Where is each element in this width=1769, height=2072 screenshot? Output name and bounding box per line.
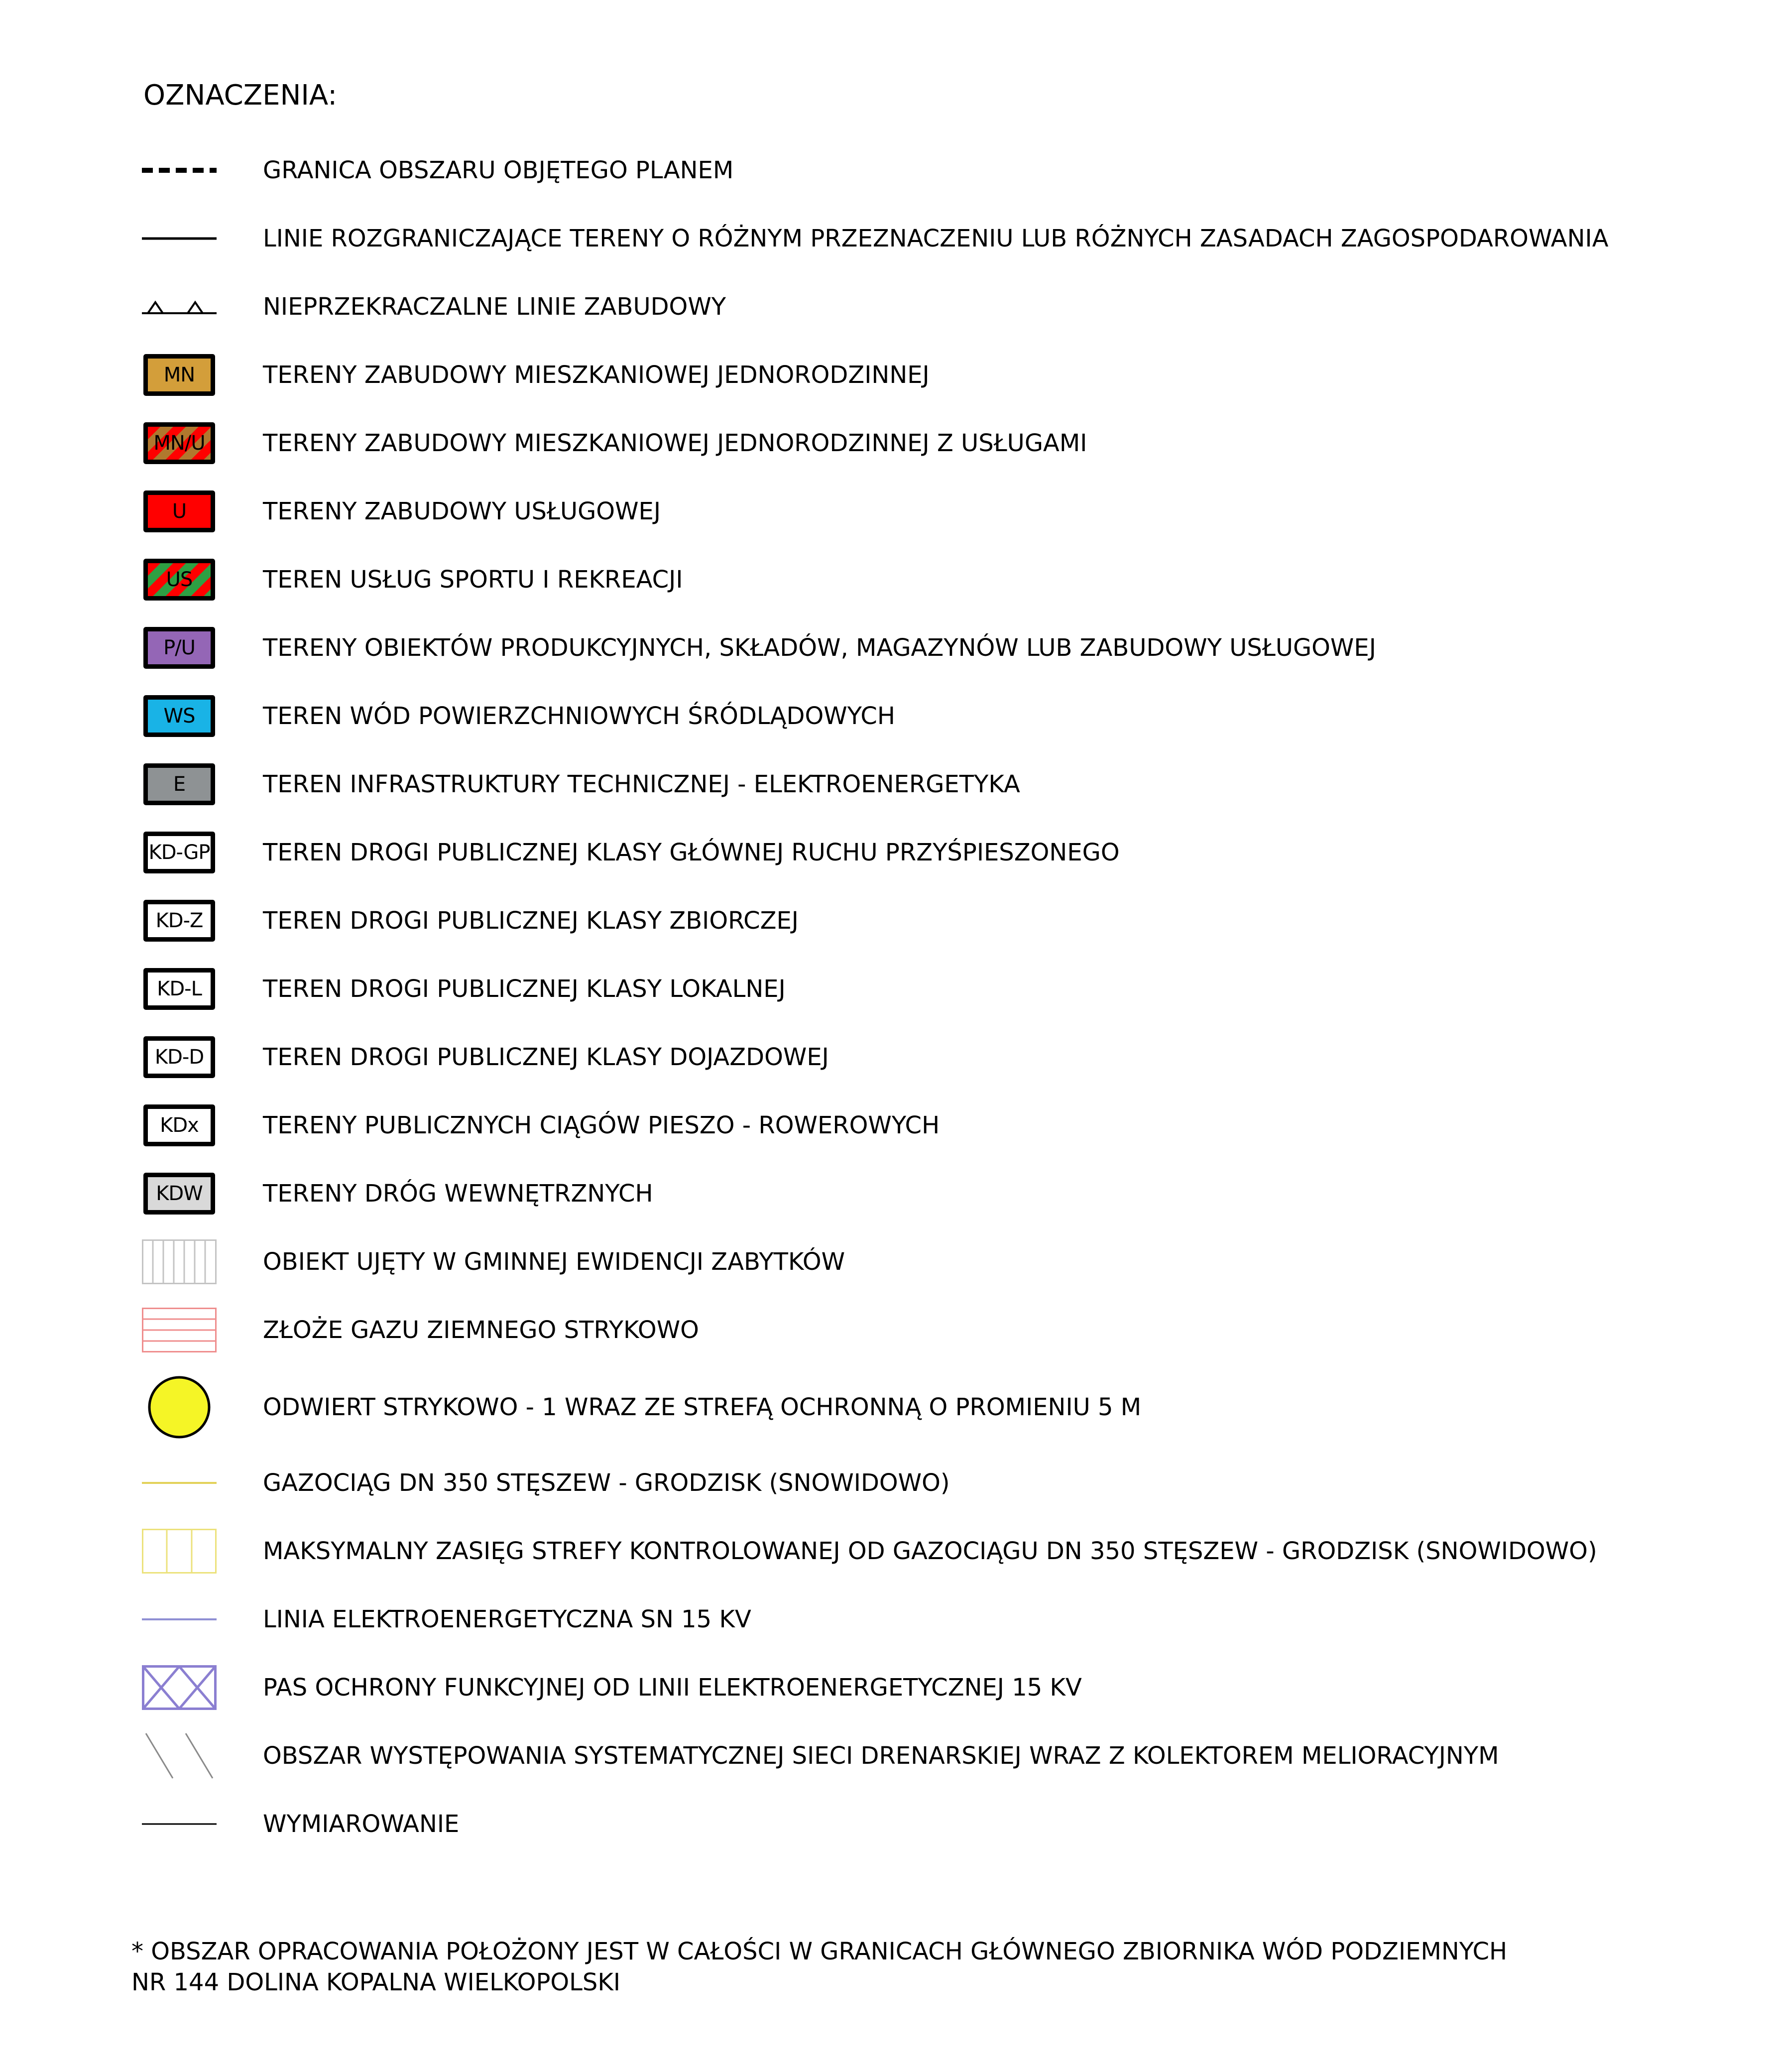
- legend-label: PAS OCHRONY FUNKCYJNEJ OD LINII ELEKTROENERGETYCZNEJ 15 KV: [263, 1674, 1082, 1702]
- zone-code: US: [166, 568, 193, 591]
- kdl-zone-icon: [143, 968, 215, 1010]
- solid-line-icon: [142, 216, 217, 261]
- legend-title: OZNACZENIA:: [143, 79, 338, 112]
- legend-label: TEREN DROGI PUBLICZNEJ KLASY ZBIORCZEJ: [263, 907, 799, 935]
- yellow-vertical-hatch-icon: [142, 1529, 217, 1574]
- legend-row-plan-boundary: [0, 140, 1769, 200]
- grey-vertical-hatch-icon: [142, 1239, 217, 1284]
- legend-row-kdd: [0, 1027, 1769, 1087]
- legend-label: TEREN DROGI PUBLICZNEJ KLASY GŁÓWNEJ RUCHU PRZYŚPIESZONEGO: [263, 839, 1120, 866]
- legend-row-drainage: [0, 1726, 1769, 1786]
- kdd-zone-icon: [143, 1036, 215, 1078]
- zone-code: KD-L: [157, 977, 202, 1000]
- kdgp-zone-icon: [143, 832, 215, 873]
- violet-cross-hatch-icon: [142, 1665, 217, 1710]
- legend-label: TERENY ZABUDOWY MIESZKANIOWEJ JEDNORODZINNEJ: [263, 361, 930, 389]
- legend-label: GRANICA OBSZARU OBJĘTEGO PLANEM: [263, 156, 734, 184]
- legend-row-pipeline-zone: [0, 1521, 1769, 1581]
- legend-row-kdw: [0, 1164, 1769, 1223]
- zone-code: E: [173, 773, 186, 796]
- legend-row-pu: [0, 618, 1769, 678]
- legend-label: TEREN DROGI PUBLICZNEJ KLASY LOKALNEJ: [263, 975, 786, 1003]
- legend-row-gas-pipeline: [0, 1453, 1769, 1513]
- e-zone-icon: [143, 763, 215, 805]
- legend-row-e: [0, 754, 1769, 814]
- zone-code: KDx: [160, 1114, 199, 1137]
- ws-zone-icon: [143, 695, 215, 737]
- legend-label: TEREN DROGI PUBLICZNEJ KLASY DOJAZDOWEJ: [263, 1043, 829, 1071]
- legend-row-borehole: [0, 1377, 1769, 1437]
- diagonal-lines-icon: [142, 1733, 217, 1778]
- kdx-zone-icon: [143, 1104, 215, 1146]
- legend-row-ws: [0, 686, 1769, 746]
- legend-row-us: [0, 550, 1769, 609]
- legend-row-kdl: [0, 959, 1769, 1019]
- legend-label: MAKSYMALNY ZASIĘG STREFY KONTROLOWANEJ OD GAZOCIĄGU DN 350 STĘSZEW - GRODZISK (SNOWIDOWO): [263, 1537, 1597, 1565]
- red-horizontal-hatch-icon: [142, 1308, 217, 1352]
- legend-label: LINIA ELEKTROENERGETYCZNA SN 15 KV: [263, 1605, 751, 1633]
- dashed-line-icon: [142, 148, 217, 193]
- zone-code: U: [172, 500, 187, 523]
- us-zone-icon: [143, 559, 215, 601]
- legend-label: TEREN INFRASTRUKTURY TECHNICZNEJ - ELEKTROENERGETYKA: [263, 770, 1020, 798]
- zone-code: KD-GP: [148, 841, 210, 864]
- legend-label: WYMIAROWANIE: [263, 1810, 460, 1838]
- zone-code: KD-Z: [155, 909, 203, 932]
- kdz-zone-icon: [143, 900, 215, 942]
- legend-row-mn: [0, 345, 1769, 405]
- legend-row-kdx: [0, 1096, 1769, 1155]
- legend-label: TEREN WÓD POWIERZCHNIOWYCH ŚRÓDLĄDOWYCH: [263, 702, 895, 730]
- u-zone-icon: [143, 490, 215, 532]
- legend-label: TEREN USŁUG SPORTU I REKREACJI: [263, 566, 683, 594]
- legend-row-kdz: [0, 891, 1769, 951]
- legend-label: TERENY OBIEKTÓW PRODUKCYJNYCH, SKŁADÓW, MAGAZYNÓW LUB ZABUDOWY USŁUGOWEJ: [263, 634, 1376, 662]
- legend-row-building-line: [0, 277, 1769, 337]
- yellow-circle-icon: [142, 1385, 217, 1430]
- zone-code: MN/U: [153, 432, 205, 455]
- legend-label: OBSZAR WYSTĘPOWANIA SYSTEMATYCZNEJ SIECI DRENARSKIEJ WRAZ Z KOLEKTOREM MELIORACYJNYM: [263, 1742, 1499, 1770]
- zone-code: MN: [163, 364, 195, 386]
- legend-row-kdgp: [0, 823, 1769, 882]
- mnu-zone-icon: [143, 422, 215, 464]
- note-line-2: NR 144 DOLINA KOPALNA WIELKOPOLSKI: [131, 1968, 621, 1996]
- legend-label: TERENY DRÓG WEWNĘTRZNYCH: [263, 1180, 653, 1208]
- legend-row-mnu: [0, 413, 1769, 473]
- legend-row-dividing-lines: [0, 209, 1769, 268]
- legend-row-power-zone: [0, 1658, 1769, 1717]
- legend-label: TERENY ZABUDOWY USŁUGOWEJ: [263, 497, 661, 525]
- legend-label: TERENY PUBLICZNYCH CIĄGÓW PIESZO - ROWEROWYCH: [263, 1111, 940, 1139]
- kdw-zone-icon: [143, 1173, 215, 1215]
- legend-row-dimensioning: [0, 1794, 1769, 1854]
- thin-line-icon: [142, 1802, 217, 1846]
- legend-label: OBIEKT UJĘTY W GMINNEJ EWIDENCJI ZABYTKÓW: [263, 1248, 845, 1276]
- mn-zone-icon: [143, 354, 215, 396]
- legend-label: ZŁOŻE GAZU ZIEMNEGO STRYKOWO: [263, 1316, 699, 1344]
- legend-row-gas-deposit: [0, 1300, 1769, 1360]
- note-line-1: * OBSZAR OPRACOWANIA POŁOŻONY JEST W CAŁOŚCI W GRANICACH GŁÓWNEGO ZBIORNIKA WÓD PODZIEMNYCH: [131, 1938, 1508, 1965]
- zone-code: KDW: [156, 1182, 203, 1205]
- legend-label: TERENY ZABUDOWY MIESZKANIOWEJ JEDNORODZINNEJ Z USŁUGAMI: [263, 429, 1087, 457]
- legend-label: GAZOCIĄG DN 350 STĘSZEW - GRODZISK (SNOWIDOWO): [263, 1469, 950, 1497]
- groundwater-note: [131, 1936, 1507, 1998]
- violet-line-icon: [142, 1597, 217, 1642]
- legend-row-power-line: [0, 1589, 1769, 1649]
- yellow-line-icon: [142, 1461, 217, 1505]
- building-line-icon: [142, 284, 217, 329]
- zone-code: P/U: [163, 636, 195, 659]
- zone-code: WS: [163, 705, 195, 728]
- legend-label: NIEPRZEKRACZALNE LINIE ZABUDOWY: [263, 293, 726, 321]
- legend-label: LINIE ROZGRANICZAJĄCE TERENY O RÓŻNYM PRZEZNACZENIU LUB RÓŻNYCH ZASADACH ZAGOSPODAROWANIA: [263, 225, 1609, 252]
- zone-code: KD-D: [154, 1046, 204, 1069]
- legend-label: ODWIERT STRYKOWO - 1 WRAZ ZE STREFĄ OCHRONNĄ O PROMIENIU 5 M: [263, 1393, 1142, 1421]
- legend-row-monument: [0, 1232, 1769, 1292]
- legend-row-u: [0, 482, 1769, 541]
- pu-zone-icon: [143, 627, 215, 669]
